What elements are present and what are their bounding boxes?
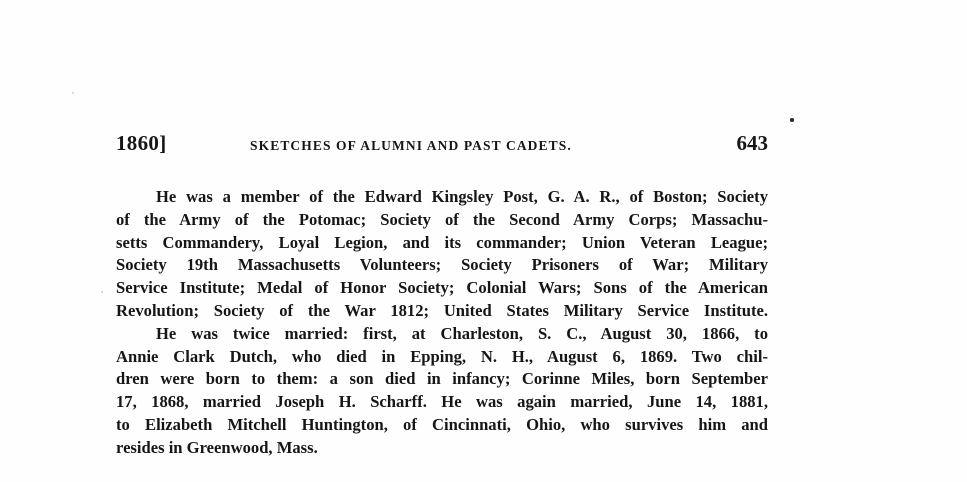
text-line: setts Commandery, Loyal Legion, and its commander; Union Veteran League; — [116, 232, 768, 252]
text-line: 17, 1868, married Joseph H. Scharff. He was again married, June 14, 1881, — [116, 392, 768, 412]
text-line: Society 19th Massachusetts Volunteers; Society Prisoners of War; Military — [116, 255, 768, 275]
paragraph — [116, 186, 768, 323]
scan-speck — [101, 291, 103, 293]
text-line: Service Institute; Medal of Honor Society; Colonial Wars; Sons of the American — [116, 278, 768, 298]
scan-speck — [72, 92, 74, 94]
text-line: He was a member of the Edward Kingsley Post, G. A. R., of Boston; Society — [156, 187, 768, 206]
text-line: of the Army of the Potomac; Society of the Second Army Corps; Massachu- — [116, 209, 768, 229]
body-text — [116, 186, 768, 460]
ink-dot — [790, 118, 794, 122]
text-line: resides in Greenwood, Mass. — [116, 437, 318, 457]
running-title: SKETCHES OF ALUMNI AND PAST CADETS. — [250, 138, 572, 153]
paragraph — [116, 323, 768, 460]
text-line: Annie Clark Dutch, who died in Epping, N. H., August 6, 1869. Two chil- — [116, 346, 768, 366]
text-line: dren were born to them: a son died in infancy; Corinne Miles, born September — [116, 369, 768, 389]
text-line: to Elizabeth Mitchell Huntington, of Cincinnati, Ohio, who survives him and — [116, 414, 768, 434]
page-number: 643 — [736, 131, 768, 155]
text-line: Revolution; Society of the War 1812; United States Military Service Institute. — [116, 300, 768, 320]
running-header — [116, 131, 768, 161]
text-line: He was twice married: first, at Charleston, S. C., August 30, 1866, to — [156, 323, 768, 343]
header-year: 1860] — [116, 131, 167, 155]
